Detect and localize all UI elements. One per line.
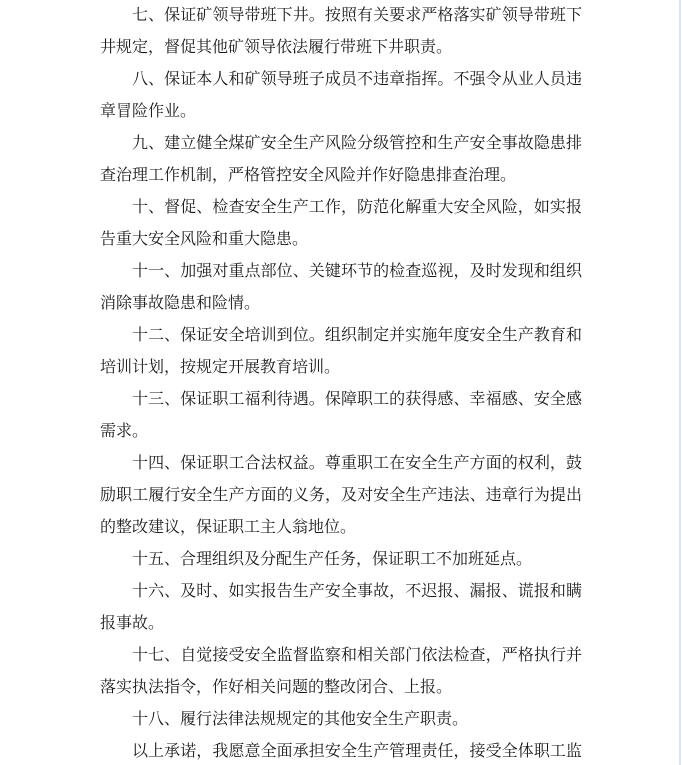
text-line: 章冒险作业。 [100,103,197,120]
text-line: 井规定，督促其他矿领导依法履行带班下井职责。 [100,39,453,56]
text-line: 十四、保证职工合法权益。尊重职工在安全生产方面的权利，鼓 [132,455,582,472]
text-line: 十二、保证安全培训到位。组织制定并实施年度安全生产教育和 [132,327,582,344]
text-line: 培训计划，按规定开展教育培训。 [100,359,341,376]
text-line: 八、保证本人和矿领导班子成员不违章指挥。不强令从业人员违 [132,71,582,88]
document-body [100,0,582,765]
text-line: 七、保证矿领导带班下井。按照有关要求严格落实矿领导带班下 [132,7,582,24]
text-line: 十八、履行法律法规规定的其他安全生产职责。 [132,711,469,728]
text-line: 告重大安全风险和重大隐患。 [100,231,309,248]
text-line: 十、督促、检查安全生产工作，防范化解重大安全风险，如实报 [132,199,582,216]
page-edge-line [679,0,681,765]
text-line: 落实执法指令，作好相关问题的整改闭合、上报。 [100,679,453,696]
text-line: 报事故。 [100,615,165,632]
text-line: 十五、合理组织及分配生产任务，保证职工不加班延点。 [132,551,533,568]
text-line: 十一、加强对重点部位、关键环节的检查巡视，及时发现和组织 [132,263,582,280]
text-line: 的整改建议，保证职工主人翁地位。 [100,519,357,536]
text-line: 十六、及时、如实报告生产安全事故，不迟报、漏报、谎报和瞒 [132,583,582,600]
text-line: 九、建立健全煤矿安全生产风险分级管控和生产安全事故隐患排 [132,135,582,152]
text-line: 以上承诺，我愿意全面承担安全生产管理责任，接受全体职工监 [132,743,582,760]
text-line: 十七、自觉接受安全监督监察和相关部门依法检查，严格执行并 [132,647,582,664]
text-line: 需求。 [100,423,149,440]
text-line: 励职工履行安全生产方面的义务，及对安全生产违法、违章行为提出 [100,487,582,504]
text-line: 消除事故隐患和险情。 [100,295,261,312]
text-line: 十三、保证职工福利待遇。保障职工的获得感、幸福感、安全感 [132,391,582,408]
text-line: 查治理工作机制，严格管控安全风险并作好隐患排查治理。 [100,167,517,184]
